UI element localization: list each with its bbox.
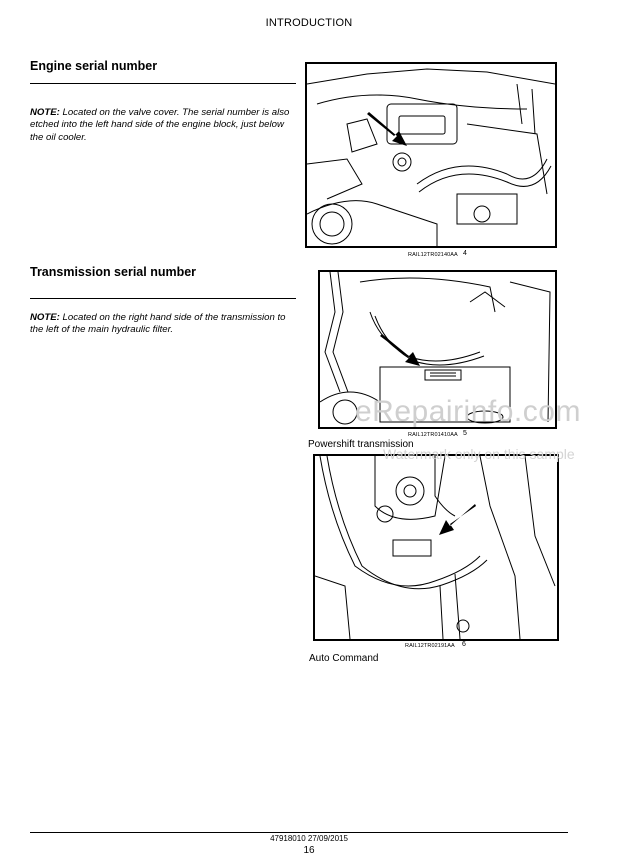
engine-note xyxy=(30,107,296,144)
transmission-note xyxy=(30,312,296,337)
section-heading-transmission: Transmission serial number xyxy=(30,265,197,279)
autocommand-illustration xyxy=(315,456,557,639)
arrow-pointer-icon xyxy=(380,334,420,366)
section-divider xyxy=(30,83,296,84)
figure-autocommand-photo xyxy=(313,454,559,641)
figure-code: RAIL12TR01410AA xyxy=(408,432,458,438)
footer-doc-code: 47918010 27/09/2015 xyxy=(270,834,348,843)
figure-engine-photo xyxy=(305,62,557,248)
note-text: Located on the valve cover. The serial number is also etched into the left hand side of the engine block, just below the oil cooler. xyxy=(30,107,290,143)
figure-code: RAIL12TR02191AA xyxy=(405,643,455,649)
watermark-notice: Watermark only on this sample xyxy=(383,446,575,462)
note-label: NOTE: xyxy=(30,107,60,118)
section-divider xyxy=(30,298,296,299)
note-label: NOTE: xyxy=(30,312,60,323)
page-header: INTRODUCTION xyxy=(265,17,353,29)
engine-illustration xyxy=(307,64,555,246)
footer-rule xyxy=(30,832,568,833)
figure-number: 6 xyxy=(462,641,466,648)
figure-caption: Auto Command xyxy=(309,653,379,664)
note-text: Located on the right hand side of the transmission to the left of the main hydraulic filter. xyxy=(30,312,286,336)
figure-code: RAIL12TR02140AA xyxy=(408,252,458,258)
figure-number: 5 xyxy=(463,430,467,437)
figure-caption: Powershift transmission xyxy=(308,439,414,450)
page-number: 16 xyxy=(303,845,315,856)
section-heading-engine: Engine serial number xyxy=(30,59,158,73)
figure-number: 4 xyxy=(463,250,467,257)
watermark-brand: eRepairinfo.com xyxy=(355,395,581,428)
